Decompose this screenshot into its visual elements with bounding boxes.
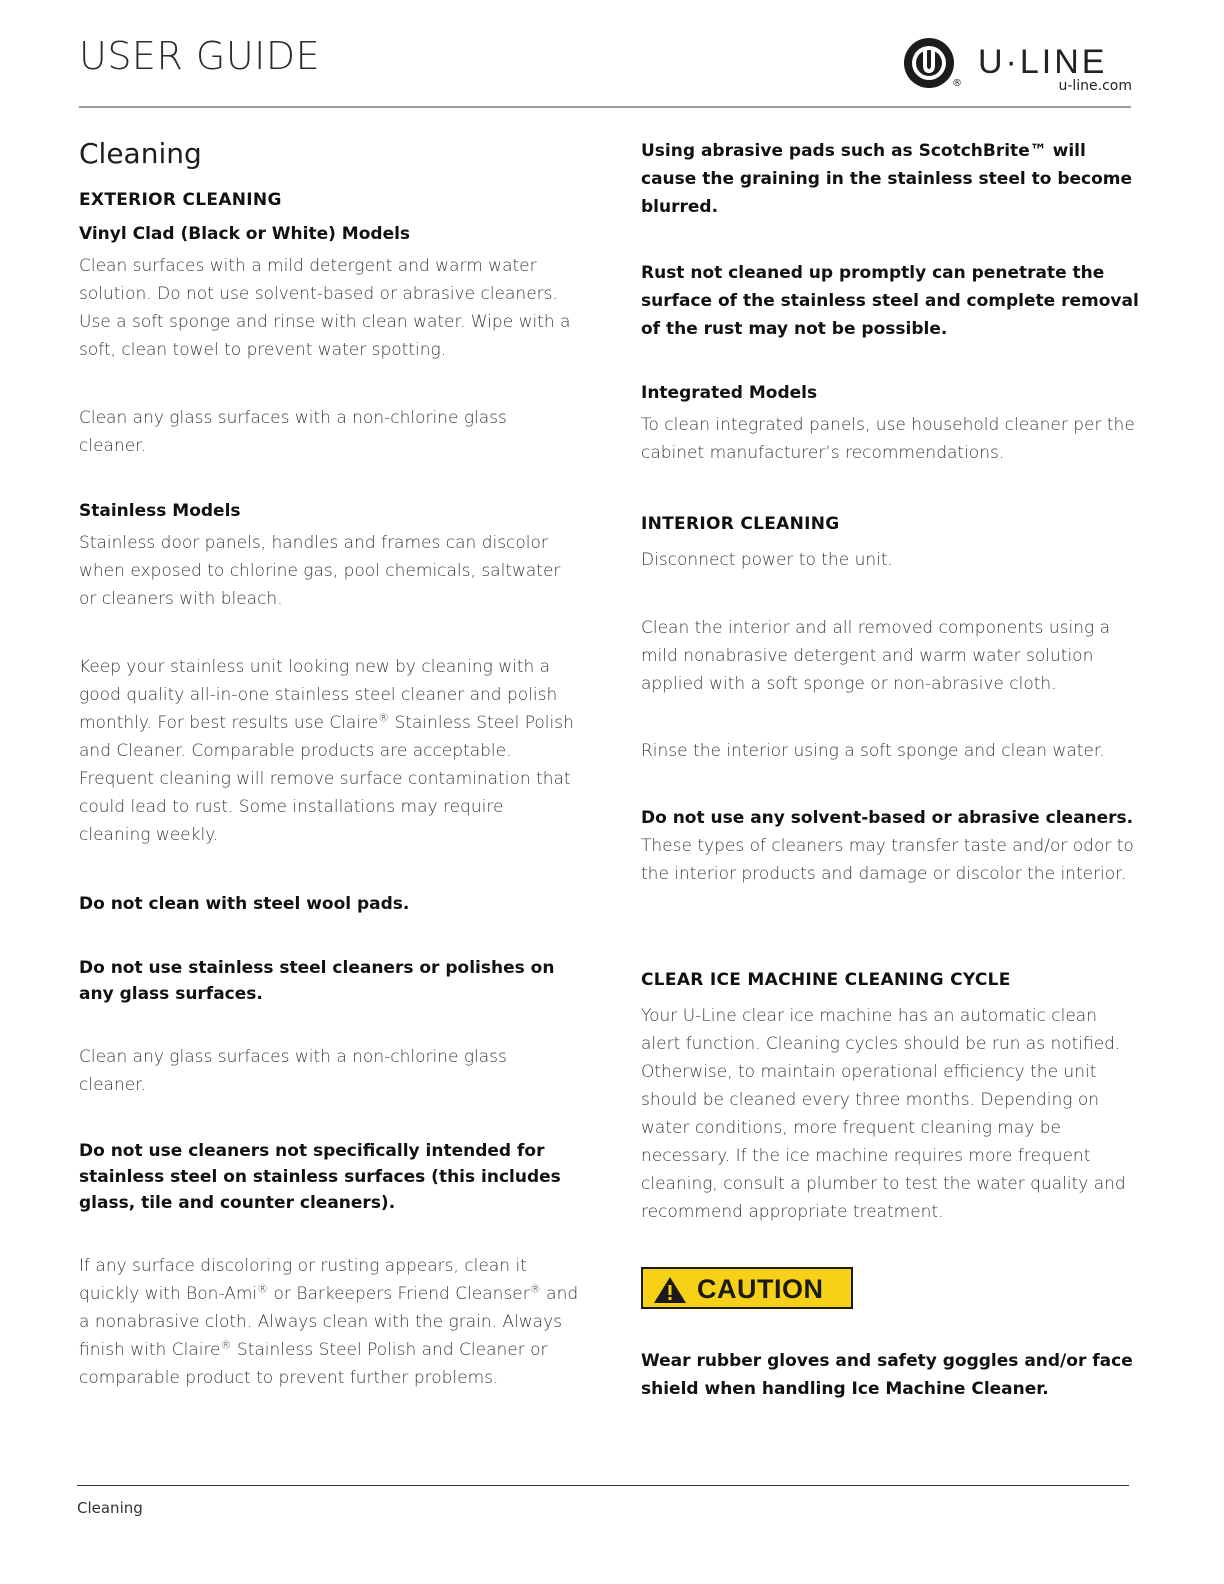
section-title: Cleaning — [79, 137, 202, 170]
interior-paragraph-2: Clean the interior and all removed components using a mild nonabrasive detergent and warm water solution applied with a soft sponge or non-abrasive cloth. — [641, 618, 1111, 694]
interior-paragraph-1: Disconnect power to the unit. — [641, 550, 893, 570]
vinyl-paragraph-2: Clean any glass surfaces with a non-chlorine glass cleaner. — [79, 408, 507, 456]
footer-label: Cleaning — [77, 1499, 143, 1517]
rust-paragraph: If any surface discoloring or rusting appears, clean it quickly with Bon-Ami® or Barkeepers Friend Cleanser® and a nonabrasive cloth. Always clean with the grain. Always finish with Claire® Stainless Steel Polish and Cleaner or comparable product to prevent further problems. — [79, 1256, 579, 1388]
warning-glass-surfaces: Do not use stainless steel cleaners or polishes on any glass surfaces. — [79, 958, 555, 1004]
caution-text: Wear rubber gloves and safety goggles and/or face shield when handling Ice Machine Cleaner. — [641, 1351, 1133, 1399]
warning-steel-wool: Do not clean with steel wool pads. — [79, 894, 410, 914]
interior-paragraph-3: Rinse the interior using a soft sponge and clean water. — [641, 741, 1105, 761]
footer-divider — [77, 1485, 1129, 1486]
exterior-cleaning-heading: EXTERIOR CLEANING — [79, 190, 282, 210]
vinyl-paragraph-1: Clean surfaces with a mild detergent and warm water solution. Do not use solvent-based or abrasive cleaners. Use a soft sponge and rinse with clean water. Wipe with a soft, clean towel to prevent water spotting. — [79, 256, 571, 360]
interior-cleaning-heading: INTERIOR CLEANING — [641, 514, 840, 534]
warning-abrasive-pads: Using abrasive pads such as ScotchBrite™ will cause the graining in the stainless steel to become blurred. — [641, 141, 1133, 217]
right-column — [641, 137, 1141, 1403]
interior-warning: Do not use any solvent-based or abrasive cleaners. These types of cleaners may transfer taste and/or odor to the interior products and damage or discolor the interior. — [641, 808, 1134, 884]
ice-machine-paragraph: Your U-Line clear ice machine has an automatic clean alert function. Cleaning cycles should be run as notified. Otherwise, to maintain operational efficiency the unit should be cleaned every three months. Depending on water conditions, more frequent cleaning may be necessary. If the ice machine requires more frequent cleaning, consult a plumber to test the water quality and recommend appropriate treatment. — [641, 1006, 1126, 1222]
warning-triangle-icon — [653, 1276, 687, 1304]
left-column — [79, 134, 579, 1392]
stainless-paragraph-2: Keep your stainless unit looking new by cleaning with a good quality all-in-one stainless steel cleaner and polish monthly. For best results use Claire® Stainless Steel Polish and Cleaner. Comparable products are acceptable. Frequent cleaning will remove surface contamination that could lead to rust. Some installations may require cleaning weekly. — [79, 657, 574, 845]
integrated-paragraph: To clean integrated panels, use household cleaner per the cabinet manufacturer’s recommendations. — [641, 415, 1135, 463]
integrated-models-heading: Integrated Models — [641, 383, 818, 403]
ice-machine-heading: CLEAR ICE MACHINE CLEANING CYCLE — [641, 970, 1011, 990]
header-divider — [79, 106, 1131, 108]
page-header-title: USER GUIDE — [79, 34, 321, 78]
caution-label: CAUTION — [697, 1274, 824, 1304]
vinyl-models-heading: Vinyl Clad (Black or White) Models — [79, 224, 411, 244]
u-line-logo-icon — [902, 36, 956, 90]
brand-wordmark: U·LINE — [978, 43, 1108, 81]
brand-logo — [902, 36, 1134, 100]
warning-rust: Rust not cleaned up promptly can penetrate the surface of the stainless steel and complete removal of the rust may not be possible. — [641, 263, 1139, 339]
caution-label-box — [641, 1267, 853, 1309]
warning-specific-cleaners: Do not use cleaners not specifically intended for stainless steel on stainless surfaces (this includes glass, tile and counter cleaners). — [79, 1141, 561, 1213]
glass-paragraph: Clean any glass surfaces with a non-chlorine glass cleaner. — [79, 1047, 507, 1095]
stainless-paragraph-1: Stainless door panels, handles and frames can discolor when exposed to chlorine gas, pool chemicals, saltwater or cleaners with bleach. — [79, 533, 561, 609]
stainless-models-heading: Stainless Models — [79, 501, 241, 521]
brand-url[interactable]: u-line.com — [1058, 78, 1132, 94]
registered-mark: ® — [952, 78, 962, 89]
